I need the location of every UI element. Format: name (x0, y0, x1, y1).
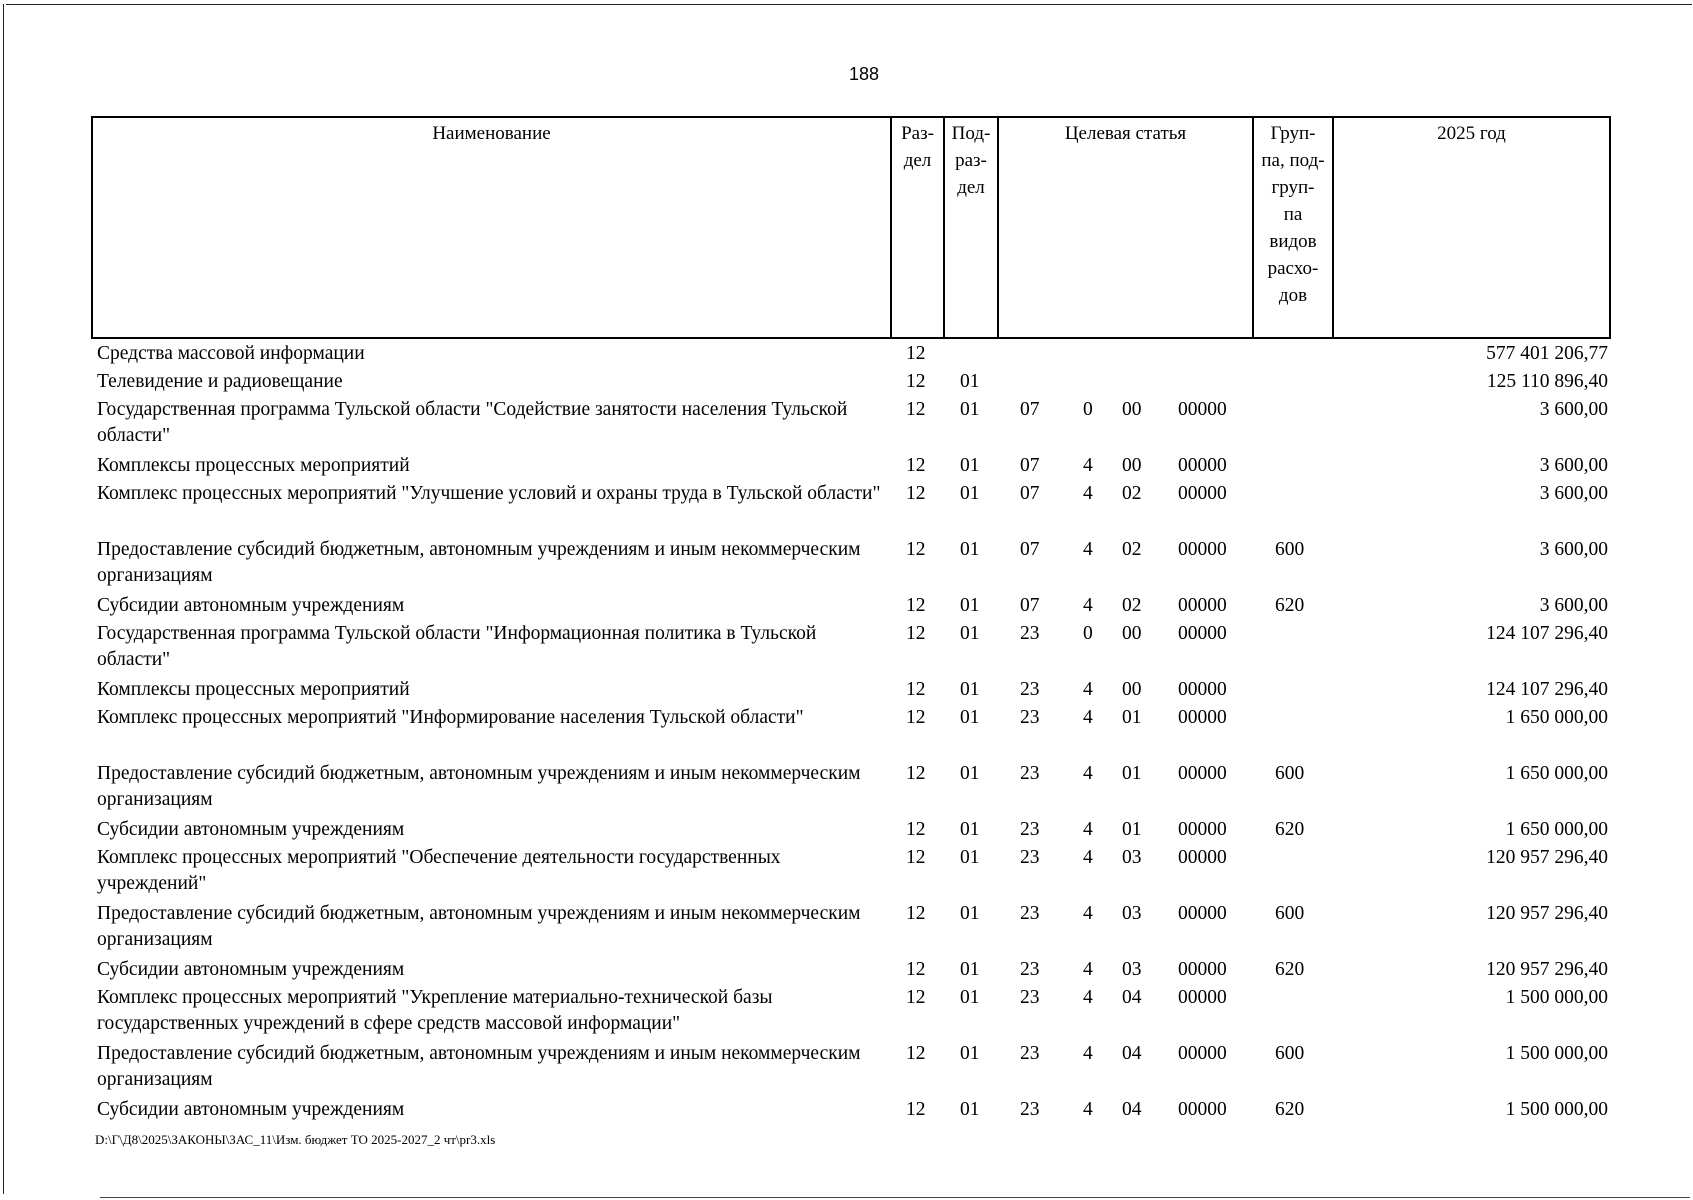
row-name: Государственная программа Тульской области "Содействие занятости населения Тульской области" (97, 399, 848, 446)
row-podrazdel: 01 (960, 819, 980, 840)
row-target-program: 23 (1020, 819, 1040, 840)
row-target-direction: 00000 (1178, 679, 1227, 700)
row-target-program: 23 (1020, 987, 1040, 1008)
row-amount: 120 957 296,40 (1486, 903, 1608, 924)
row-name: Средства массовой информации (97, 343, 365, 364)
row-target-subprogram: 01 (1122, 763, 1142, 784)
row-podrazdel: 01 (960, 763, 980, 784)
row-target-type: 4 (1083, 679, 1093, 700)
row-name: Государственная программа Тульской области "Информационная политика в Тульской области" (97, 623, 817, 670)
row-target-subprogram: 04 (1122, 987, 1142, 1008)
row-amount: 1 500 000,00 (1505, 1099, 1608, 1120)
row-amount: 3 600,00 (1539, 399, 1608, 420)
row-name: Субсидии автономным учреждениям (97, 1099, 405, 1120)
row-target-subprogram: 00 (1122, 679, 1142, 700)
row-razdel: 12 (906, 595, 926, 616)
row-target-subprogram: 01 (1122, 707, 1142, 728)
row-target-type: 4 (1083, 595, 1093, 616)
row-podrazdel: 01 (960, 483, 980, 504)
row-target-subprogram: 02 (1122, 483, 1142, 504)
row-target-subprogram: 03 (1122, 847, 1142, 868)
row-target-subprogram: 04 (1122, 1099, 1142, 1120)
row-target-direction: 00000 (1178, 483, 1227, 504)
row-expense-group: 620 (1275, 959, 1305, 980)
row-target-subprogram: 00 (1122, 623, 1142, 644)
row-target-subprogram: 03 (1122, 903, 1142, 924)
row-expense-group: 620 (1275, 595, 1305, 616)
row-target-program: 07 (1020, 483, 1040, 504)
row-target-direction: 00000 (1178, 763, 1227, 784)
row-target-type: 0 (1083, 399, 1093, 420)
file-path: D:\Г\Д8\2025\ЗАКОНЫ\ЗАС_11\Изм. бюджет ТО 2025-2027_2 чт\pr3.xls (95, 1132, 496, 1147)
row-target-direction: 00000 (1178, 623, 1227, 644)
row-target-direction: 00000 (1178, 847, 1227, 868)
row-amount: 120 957 296,40 (1486, 959, 1608, 980)
row-razdel: 12 (906, 1043, 926, 1064)
row-target-program: 23 (1020, 959, 1040, 980)
row-amount: 1 650 000,00 (1505, 707, 1608, 728)
row-amount: 125 110 896,40 (1486, 371, 1608, 392)
row-target-direction: 00000 (1178, 959, 1227, 980)
row-target-direction: 00000 (1178, 1099, 1227, 1120)
row-razdel: 12 (906, 847, 926, 868)
header-razdel: Раз- дел (892, 118, 945, 337)
row-target-subprogram: 04 (1122, 1043, 1142, 1064)
row-target-direction: 00000 (1178, 1043, 1227, 1064)
row-podrazdel: 01 (960, 1099, 980, 1120)
row-target-type: 0 (1083, 623, 1093, 644)
row-podrazdel: 01 (960, 903, 980, 924)
row-podrazdel: 01 (960, 987, 980, 1008)
row-expense-group: 600 (1275, 903, 1305, 924)
row-expense-group: 600 (1275, 1043, 1305, 1064)
row-name: Субсидии автономным учреждениям (97, 595, 405, 616)
row-expense-group: 600 (1275, 539, 1305, 560)
row-target-program: 23 (1020, 1099, 1040, 1120)
row-podrazdel: 01 (960, 371, 980, 392)
row-podrazdel: 01 (960, 679, 980, 700)
row-target-type: 4 (1083, 707, 1093, 728)
row-target-program: 23 (1020, 623, 1040, 644)
row-amount: 3 600,00 (1539, 483, 1608, 504)
row-razdel: 12 (906, 763, 926, 784)
row-target-program: 23 (1020, 903, 1040, 924)
row-target-program: 07 (1020, 455, 1040, 476)
row-target-direction: 00000 (1178, 707, 1227, 728)
row-target-direction: 00000 (1178, 455, 1227, 476)
row-name: Предоставление субсидий бюджетным, автономным учреждениям и иным некоммерческим организациям (97, 1043, 861, 1090)
row-podrazdel: 01 (960, 707, 980, 728)
row-razdel: 12 (906, 679, 926, 700)
row-podrazdel: 01 (960, 1043, 980, 1064)
row-name: Комплексы процессных мероприятий (97, 679, 410, 700)
row-amount: 1 500 000,00 (1505, 987, 1608, 1008)
row-target-type: 4 (1083, 959, 1093, 980)
row-target-type: 4 (1083, 903, 1093, 924)
row-target-program: 07 (1020, 399, 1040, 420)
row-podrazdel: 01 (960, 399, 980, 420)
row-target-type: 4 (1083, 483, 1093, 504)
header-gruppa: Груп- па, под- груп- па видов расхо- дов (1254, 118, 1334, 337)
row-target-type: 4 (1083, 763, 1093, 784)
row-name: Комплексы процессных мероприятий (97, 455, 410, 476)
row-razdel: 12 (906, 455, 926, 476)
row-razdel: 12 (906, 987, 926, 1008)
row-target-program: 07 (1020, 539, 1040, 560)
row-target-direction: 00000 (1178, 539, 1227, 560)
row-razdel: 12 (906, 539, 926, 560)
row-target-program: 23 (1020, 847, 1040, 868)
row-target-type: 4 (1083, 847, 1093, 868)
row-razdel: 12 (906, 483, 926, 504)
row-target-type: 4 (1083, 1099, 1093, 1120)
row-target-subprogram: 00 (1122, 399, 1142, 420)
row-podrazdel: 01 (960, 847, 980, 868)
row-amount: 3 600,00 (1539, 455, 1608, 476)
row-target-type: 4 (1083, 819, 1093, 840)
row-amount: 124 107 296,40 (1486, 679, 1608, 700)
row-target-subprogram: 01 (1122, 819, 1142, 840)
row-name: Субсидии автономным учреждениям (97, 959, 405, 980)
row-razdel: 12 (906, 623, 926, 644)
row-amount: 1 650 000,00 (1505, 819, 1608, 840)
row-expense-group: 620 (1275, 1099, 1305, 1120)
row-target-program: 23 (1020, 763, 1040, 784)
row-name: Комплекс процессных мероприятий "Информирование населения Тульской области" (97, 707, 804, 728)
row-target-type: 4 (1083, 1043, 1093, 1064)
row-podrazdel: 01 (960, 623, 980, 644)
row-name: Комплекс процессных мероприятий "Укрепление материально-технической базы государственных учреждений в сфере средств массовой информации" (97, 987, 773, 1034)
row-target-direction: 00000 (1178, 819, 1227, 840)
row-target-type: 4 (1083, 987, 1093, 1008)
row-target-direction: 00000 (1178, 399, 1227, 420)
row-podrazdel: 01 (960, 455, 980, 476)
row-amount: 1 650 000,00 (1505, 763, 1608, 784)
row-name: Предоставление субсидий бюджетным, автономным учреждениям и иным некоммерческим организациям (97, 903, 861, 950)
header-name: Наименование (93, 118, 892, 337)
header-year: 2025 год (1437, 123, 1506, 144)
row-amount: 3 600,00 (1539, 539, 1608, 560)
row-name: Комплекс процессных мероприятий "Обеспечение деятельности государственных учреждений" (97, 847, 781, 894)
row-name: Предоставление субсидий бюджетным, автономным учреждениям и иным некоммерческим организациям (97, 539, 861, 586)
row-razdel: 12 (906, 399, 926, 420)
page-number: 188 (849, 64, 880, 84)
row-target-direction: 00000 (1178, 903, 1227, 924)
row-amount: 577 401 206,77 (1486, 343, 1608, 364)
row-name: Комплекс процессных мероприятий "Улучшение условий и охраны труда в Тульской области" (97, 483, 881, 504)
header-celevaya-statya: Целевая статья (999, 118, 1254, 337)
row-target-type: 4 (1083, 455, 1093, 476)
row-podrazdel: 01 (960, 539, 980, 560)
row-amount: 124 107 296,40 (1486, 623, 1608, 644)
row-razdel: 12 (906, 959, 926, 980)
row-name: Субсидии автономным учреждениям (97, 819, 405, 840)
header-podrazdel: Под- раз- дел (945, 118, 999, 337)
row-target-direction: 00000 (1178, 595, 1227, 616)
row-target-subprogram: 00 (1122, 455, 1142, 476)
row-amount: 1 500 000,00 (1505, 1043, 1608, 1064)
row-target-program: 23 (1020, 679, 1040, 700)
row-podrazdel: 01 (960, 959, 980, 980)
row-name: Телевидение и радиовещание (97, 371, 343, 392)
row-target-program: 23 (1020, 1043, 1040, 1064)
row-amount: 3 600,00 (1539, 595, 1608, 616)
row-target-subprogram: 02 (1122, 595, 1142, 616)
row-target-program: 07 (1020, 595, 1040, 616)
row-podrazdel: 01 (960, 595, 980, 616)
row-target-direction: 00000 (1178, 987, 1227, 1008)
row-name: Предоставление субсидий бюджетным, автономным учреждениям и иным некоммерческим организациям (97, 763, 861, 810)
row-target-program: 23 (1020, 707, 1040, 728)
row-razdel: 12 (906, 343, 926, 364)
row-razdel: 12 (906, 371, 926, 392)
row-target-subprogram: 03 (1122, 959, 1142, 980)
row-target-type: 4 (1083, 539, 1093, 560)
row-razdel: 12 (906, 819, 926, 840)
row-razdel: 12 (906, 1099, 926, 1120)
row-razdel: 12 (906, 903, 926, 924)
row-target-subprogram: 02 (1122, 539, 1142, 560)
row-expense-group: 620 (1275, 819, 1305, 840)
row-amount: 120 957 296,40 (1486, 847, 1608, 868)
row-razdel: 12 (906, 707, 926, 728)
row-expense-group: 600 (1275, 763, 1305, 784)
